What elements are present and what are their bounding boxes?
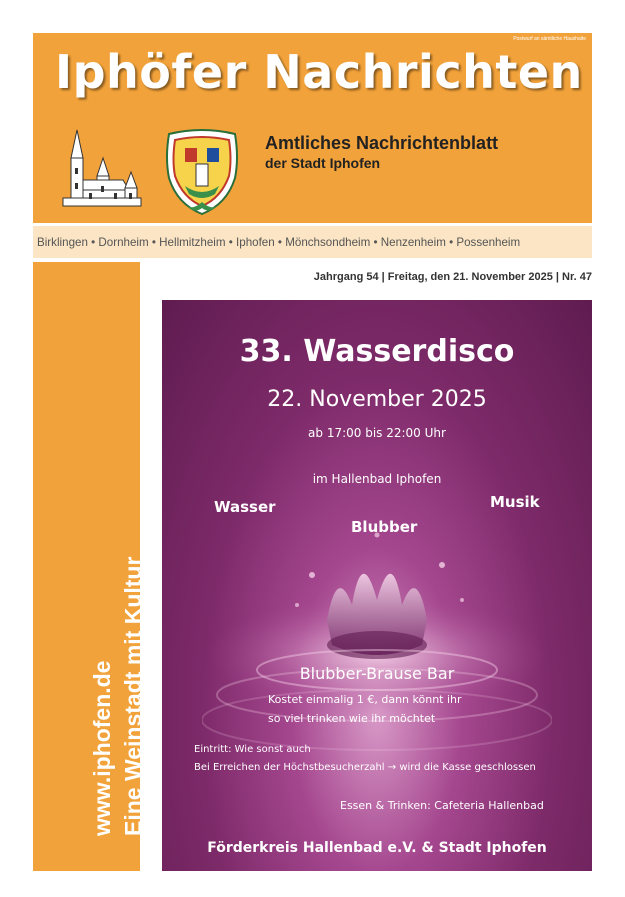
villages-bar [33,226,592,258]
postal-note: Postwurf an sämtliche Haushalte [513,36,586,42]
sidebar [33,262,146,871]
church-illustration-icon [59,128,144,213]
poster-time: ab 17:00 bis 22:00 Uhr [308,426,446,440]
poster-entry-line1: Eintritt: Wie sonst auch [194,744,311,755]
poster-word-blubber: Blubber [351,518,418,536]
newspaper-title: Iphöfer Nachrichten [55,45,583,99]
poster-cost-line1: Kostet einmalig 1 €, dann könnt ihr [268,693,462,706]
poster-food-line: Essen & Trinken: Cafeteria Hallenbad [340,799,544,812]
villages-list: Birklingen • Dornheim • Hellmitzheim • Iphofen • Mönchsondheim • Nenzenheim • Possenheim [37,235,521,249]
poster-entry-line2: Bei Erreichen der Höchstbesucherzahl → wird die Kasse geschlossen [194,762,536,773]
poster-footer: Förderkreis Hallenbad e.V. & Stadt Iphofen [207,840,547,856]
masthead [33,33,592,223]
sidebar-slogan: Eine Weinstadt mit Kultur [120,556,146,836]
sidebar-text [87,276,149,836]
issue-info: Jahrgang 54 | Freitag, den 21. November 2025 | Nr. 47 [313,271,592,283]
poster-word-wasser: Wasser [214,498,276,516]
event-poster [162,300,592,871]
subtitle-city: der Stadt Iphofen [265,155,381,171]
poster-bar-title: Blubber-Brause Bar [299,664,455,683]
subtitle-official-gazette: Amtliches Nachrichtenblatt [265,133,499,153]
coat-of-arms-icon [163,128,241,216]
poster-cost-line2: so viel trinken wie ihr möchtet [268,712,436,725]
poster-word-musik: Musik [490,493,540,511]
poster-place: im Hallenbad Iphofen [312,472,442,486]
poster-title: 33. Wasserdisco [239,334,515,369]
poster-date: 22. November 2025 [267,387,487,412]
sidebar-website: www.iphofen.de [89,660,115,836]
